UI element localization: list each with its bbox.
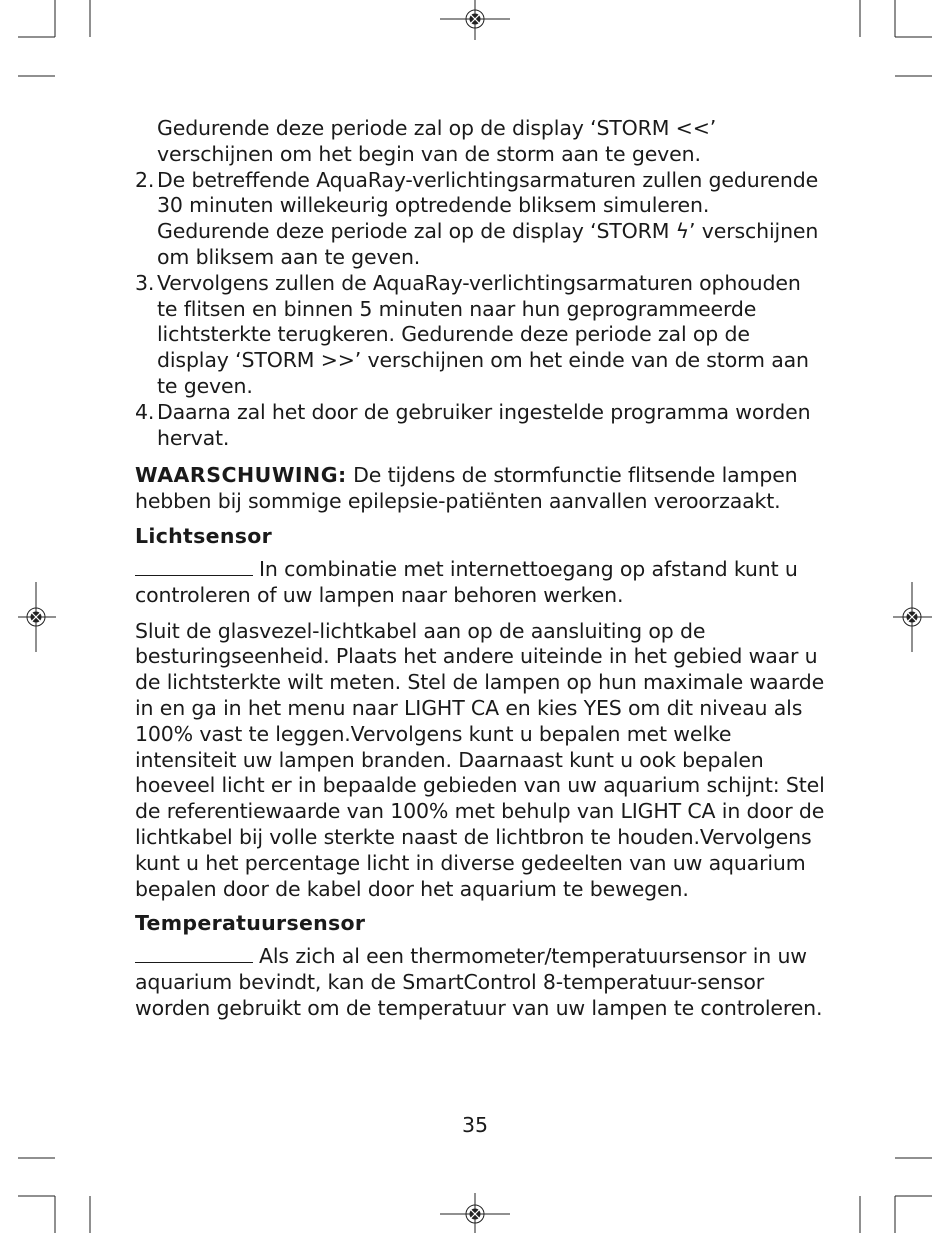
list-item-text: Vervolgens zullen de AquaRay-verlichtingsarmaturen ophouden te flitsen en binnen 5 minuten naar hun geprogrammeerde lichtsterkte terugkeren. Gedurende deze periode zal op de display ‘STORM >>’ verschijnen om het einde van de storm aan te geven. xyxy=(157,270,809,398)
list-item-text: De betreffende AquaRay-verlichtingsarmaturen zullen gedurende 30 minuten willekeurig optredende bliksem simuleren. Gedurende deze periode zal op de display ‘STORM ϟ’ verschijnen om bliksem aan te geven. xyxy=(157,167,819,269)
registration-mark-left xyxy=(18,582,56,652)
blank-line xyxy=(135,944,253,963)
list-item-text: Daarna zal het door de gebruiker ingestelde programma worden hervat. xyxy=(157,399,811,450)
warning-text: De tijdens de stormfunctie flitsende lampen hebben bij sommige epilepsie-patiënten aanvallen veroorzaakt. xyxy=(135,463,798,514)
blank-line xyxy=(135,557,253,576)
registration-mark-top xyxy=(440,0,510,40)
page-number: 35 xyxy=(461,1113,489,1137)
light-sensor-heading: Lichtsensor xyxy=(135,523,273,548)
temp-sensor-intro xyxy=(135,944,825,1021)
numbered-list xyxy=(135,168,825,452)
warning-label: WAARSCHUWING: xyxy=(135,463,347,488)
list-item-1-continuation: Gedurende deze periode zal op de display ‘STORM <<’ verschijnen om het begin van de storm aan te geven. xyxy=(157,116,717,166)
temp-sensor-heading: Temperatuursensor xyxy=(135,911,366,936)
temp-sensor-intro-text: Als zich al een thermometer/temperatuursensor in uw aquarium bevindt, kan de SmartControl 8-temperatuur-sensor worden gebruikt om de temperatuur van uw lampen te controleren. xyxy=(135,944,823,1020)
light-sensor-intro-text: In combinatie met internettoegang op afstand kunt u controleren of uw lampen naar behoren werken. xyxy=(135,556,798,607)
list-item xyxy=(135,271,825,400)
list-item-number: 2. xyxy=(135,167,155,192)
warning-paragraph xyxy=(135,463,825,515)
list-item-number: 3. xyxy=(135,270,155,295)
light-sensor-body: Sluit de glasvezel-lichtkabel aan op de aansluiting op de besturingseenheid. Plaats het andere uiteinde in het gebied waar u de lichtsterkte wilt meten. Stel de lampen op hun maximale waarde in en ga in het menu naar LIGHT CA en kies YES om dit niveau als 100% vast te leggen.Vervolgens kunt u bepalen met welke intensiteit uw lampen branden. Daarnaast kunt u ook bepalen hoeveel licht er in bepaalde gebieden van uw aquarium schijnt: Stel de referentiewaarde van 100% met behulp van LIGHT CA in door de lichtkabel bij volle sterkte naast de lichtbron te houden.Vervolgens kunt u het percentage licht in diverse gedeelten van uw aquarium bepalen door de kabel door het aquarium te bewegen. xyxy=(135,618,825,901)
list-item-number: 4. xyxy=(135,399,155,424)
registration-mark-bottom xyxy=(440,1193,510,1233)
registration-mark-right xyxy=(893,582,932,652)
list-item xyxy=(135,400,825,452)
page-content xyxy=(135,116,825,1022)
list-item xyxy=(135,168,825,271)
light-sensor-intro xyxy=(135,557,825,609)
